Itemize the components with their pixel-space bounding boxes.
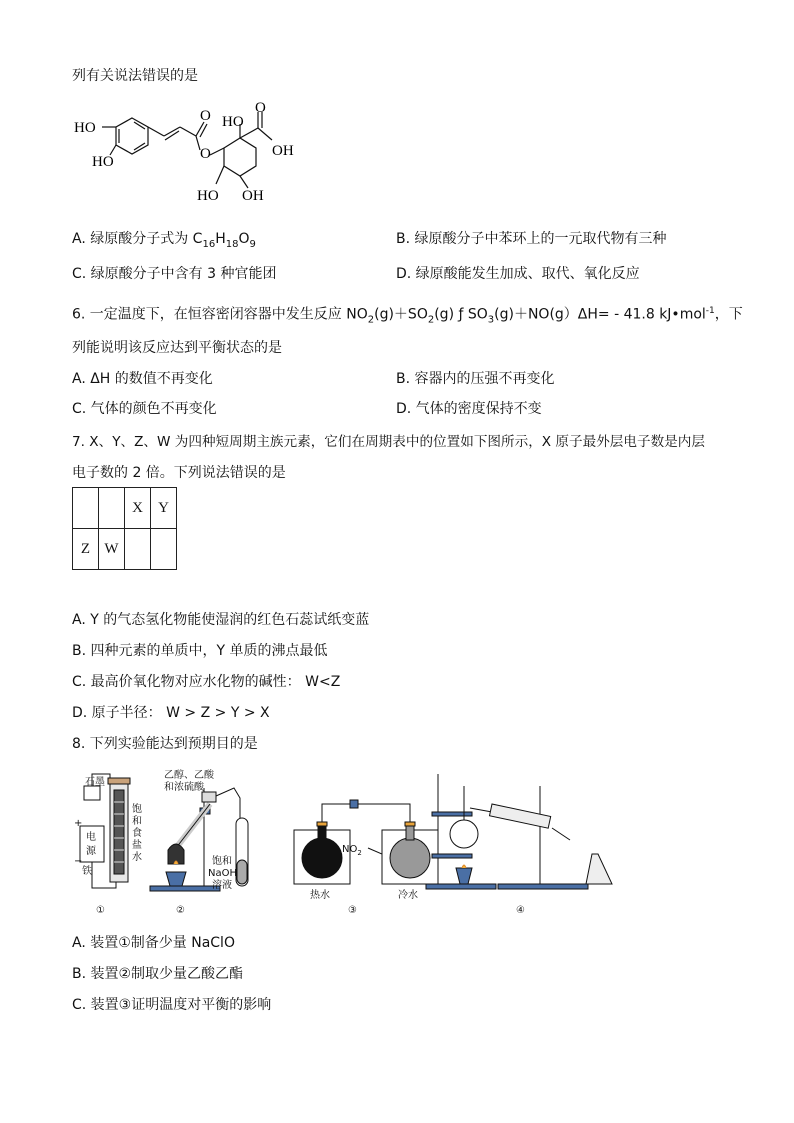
svg-text:NO2: $NO_2$ [342,844,362,857]
q7-option-b: B. 四种元素的单质中，Y 单质的沸点最低 [72,643,328,659]
svg-text:−: − [74,856,83,867]
q7-stem-line2: 电子数的 2 倍。下列说法错误的是 [72,465,286,481]
q8-option-b: B. 装置②制取少量乙酸乙酯 [72,966,244,982]
experiment-apparatus-figure [72,768,632,918]
pt-cell [125,529,151,570]
mol-ho-bottom-left: HO [197,188,219,204]
svg-text:饱和: 饱和 [212,856,232,867]
pt-cell [73,488,99,529]
pt-cell-w: W [99,529,125,570]
q8-option-a: A. 装置①制备少量 NaClO [72,935,235,951]
svg-text:电: 电 [86,832,96,843]
mol-o-carbonyl: O [200,108,211,124]
svg-text:溶液: 溶液 [212,880,232,891]
q6-option-b: B. 容器内的压强不再变化 [396,371,555,387]
q5-option-c: C. 绿原酸分子中含有 3 种官能团 [72,266,277,282]
q7-option-d: D. 原子半径： W > Z > Y > X [72,705,270,721]
chlorogenic-acid-structure [72,100,332,210]
svg-text:盐: 盐 [132,840,142,851]
q8-stem: 8. 下列实验能达到预期目的是 [72,736,258,752]
q6-option-a: A. ΔH 的数值不再变化 [72,371,213,387]
q5-option-a: A. 绿原酸分子式为 $C_{16}H_{18}O_9$ [72,231,256,250]
apparatus-3 [294,800,438,884]
q6-option-d: D. 气体的密度保持不变 [396,401,542,417]
svg-text:和浓硫酸: 和浓硫酸 [164,782,204,793]
mol-ho-1: HO [74,120,96,136]
svg-text:石墨: 石墨 [85,777,105,788]
q7-stem-line1: 7. X、Y、Z、W 为四种短周期主族元素，它们在周期表中的位置如下图所示，X 原子最外层电子数是内层 [72,434,705,450]
q6-stem-line1: 6. 一定温度下，在恒容密闭容器中发生反应 $NO_2(g)+SO_2(g)$ ƒ $SO_3(g)+NO(g)\Delta H= - 41.8$ kJ•mol$^{-1}$，下 [72,306,743,326]
svg-text:和: 和 [132,816,142,827]
svg-text:+: + [74,818,83,829]
q5-stem: 列有关说法错误的是 [72,68,198,84]
mol-oh-carboxyl: OH [272,143,294,159]
pt-cell [151,529,177,570]
q6-option-c: C. 气体的颜色不再变化 [72,401,217,417]
mol-ho-ring: HO [222,114,244,130]
svg-text:食: 食 [132,828,142,839]
q5-option-b: B. 绿原酸分子中苯环上的一元取代物有三种 [396,231,667,247]
svg-text:④: ④ [516,905,525,916]
svg-text:③: ③ [348,905,357,916]
svg-text:水: 水 [132,852,142,863]
pt-cell-x: X [125,488,151,529]
mol-ho-2: HO [92,154,114,170]
svg-text:冷水: 冷水 [398,890,418,901]
q7-option-a: A. Y 的气态氢化物能使湿润的红色石蕊试纸变蓝 [72,612,370,628]
q5-option-d: D. 绿原酸能发生加成、取代、氧化反应 [396,266,640,282]
q6-stem-line2: 列能说明该反应达到平衡状态的是 [72,340,282,356]
periodic-table-fragment [72,487,177,570]
pt-cell-y: Y [151,488,177,529]
svg-text:热水: 热水 [310,890,330,901]
mol-o-acid: O [255,100,266,116]
q8-option-c: C. 装置③证明温度对平衡的影响 [72,997,272,1013]
mol-oh-bottom-right: OH [242,188,264,204]
pt-cell-z: Z [73,529,99,570]
svg-text:NaOH: NaOH [208,868,237,879]
svg-text:②: ② [176,905,185,916]
svg-text:源: 源 [86,846,96,857]
mol-o-ester: O [200,146,211,162]
svg-text:铁: 铁 [82,866,92,877]
svg-text:①: ① [96,905,105,916]
q7-option-c: C. 最高价氧化物对应水化物的碱性： W<Z [72,674,341,690]
svg-text:乙醇、乙酸: 乙醇、乙酸 [164,770,214,781]
svg-text:饱: 饱 [132,804,142,815]
apparatus-4 [426,774,612,889]
pt-cell [99,488,125,529]
